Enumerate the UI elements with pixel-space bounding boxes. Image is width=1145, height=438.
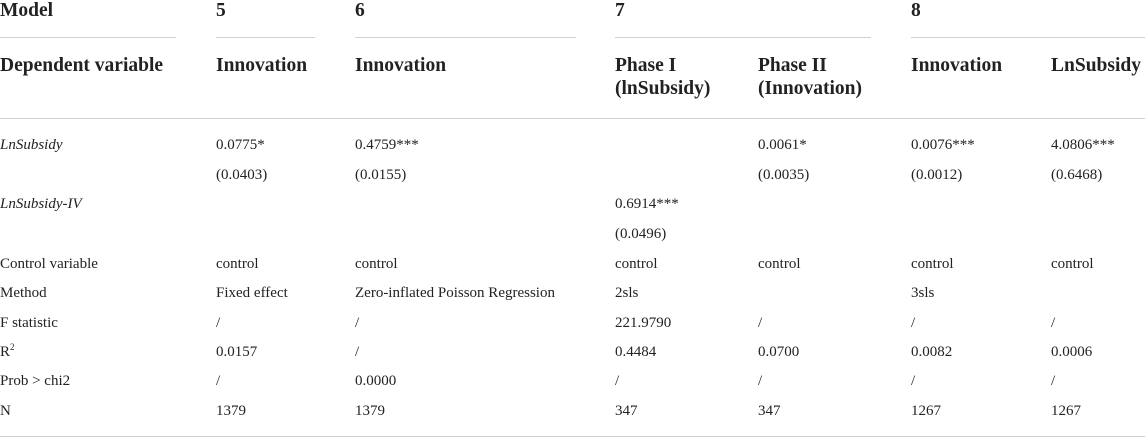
control-5: control <box>216 256 259 272</box>
lnsubsidy-se-6: (0.0155) <box>355 167 407 183</box>
r2-8a: 0.0082 <box>911 344 953 360</box>
dep-var-6: Innovation <box>355 55 447 76</box>
row-label-r2 <box>0 344 15 361</box>
prob-7a: / <box>615 373 620 389</box>
dep-var-8b: LnSubsidy <box>1051 55 1141 76</box>
method-6: Zero-inflated Poisson Regression <box>355 285 555 301</box>
control-8a: control <box>911 256 954 272</box>
lnsubsidy-se-8b: (0.6468) <box>1051 167 1103 183</box>
r2-7b: 0.0700 <box>758 344 800 360</box>
method-8: 3sls <box>911 285 935 301</box>
r2-8b: 0.0006 <box>1051 344 1093 360</box>
n-8b: 1267 <box>1051 403 1081 419</box>
header-bottom-rule <box>0 118 1145 119</box>
row-label-control: Control variable <box>0 256 98 272</box>
row-label-lnsubsidy-iv: LnSubsidy-IV <box>0 196 82 212</box>
fstat-7b: / <box>758 315 763 331</box>
fstat-8b: / <box>1051 315 1056 331</box>
prob-6: 0.0000 <box>355 373 397 389</box>
prob-8a: / <box>911 373 916 389</box>
dep-var-8a: Innovation <box>911 55 1003 76</box>
model-rule-5 <box>216 37 315 38</box>
lnsubsidy-coef-8b: 4.0806*** <box>1051 137 1115 153</box>
dep-var-5: Innovation <box>216 55 308 76</box>
lnsubsidy-se-8a: (0.0012) <box>911 167 963 183</box>
r2-5: 0.0157 <box>216 344 258 360</box>
model-rule-label <box>0 37 176 38</box>
n-7b: 347 <box>758 403 781 419</box>
model-number-6: 6 <box>355 0 365 21</box>
dep-var-7b-line2: (Innovation) <box>758 78 863 99</box>
dep-var-label: Dependent variable <box>0 55 164 76</box>
row-label-n: N <box>0 403 11 419</box>
row-label-lnsubsidy: LnSubsidy <box>0 137 63 153</box>
n-6: 1379 <box>355 403 385 419</box>
lnsubsidy-se-7b: (0.0035) <box>758 167 810 183</box>
model-rule-8 <box>911 37 1145 38</box>
control-7a: control <box>615 256 658 272</box>
model-rule-6 <box>355 37 576 38</box>
lnsubsidy-coef-6: 0.4759*** <box>355 137 419 153</box>
row-label-method: Method <box>0 285 47 301</box>
lnsubsidy-coef-5: 0.0775* <box>216 137 265 153</box>
fstat-8a: / <box>911 315 916 331</box>
fstat-7a: 221.9790 <box>615 315 672 331</box>
lnsubsidy-coef-8a: 0.0076*** <box>911 137 975 153</box>
model-number-5: 5 <box>216 0 226 21</box>
lnsubsidy-coef-7b: 0.0061* <box>758 137 807 153</box>
n-5: 1379 <box>216 403 246 419</box>
model-rule-7 <box>615 37 871 38</box>
r2-label-superscript: 2 <box>10 342 15 352</box>
method-5: Fixed effect <box>216 285 288 301</box>
lnsubsidy-iv-se-7a: (0.0496) <box>615 226 667 242</box>
r2-7a: 0.4484 <box>615 344 657 360</box>
lnsubsidy-iv-coef-7a: 0.6914*** <box>615 196 679 212</box>
prob-8b: / <box>1051 373 1056 389</box>
row-label-fstat: F statistic <box>0 315 58 331</box>
method-7: 2sls <box>615 285 639 301</box>
r2-6: / <box>355 344 360 360</box>
dep-var-7a-line2: (lnSubsidy) <box>615 78 711 99</box>
control-8b: control <box>1051 256 1094 272</box>
model-label: Model <box>0 0 54 21</box>
prob-5: / <box>216 373 221 389</box>
model-number-7: 7 <box>615 0 625 21</box>
dep-var-7b-line1: Phase II <box>758 55 827 76</box>
n-7a: 347 <box>615 403 638 419</box>
control-6: control <box>355 256 398 272</box>
model-number-8: 8 <box>911 0 921 21</box>
lnsubsidy-se-5: (0.0403) <box>216 167 268 183</box>
fstat-6: / <box>355 315 360 331</box>
table-bottom-rule <box>0 436 1145 437</box>
dep-var-7a-line1: Phase I <box>615 55 677 76</box>
r2-label-text: R <box>0 344 11 360</box>
fstat-5: / <box>216 315 221 331</box>
n-8a: 1267 <box>911 403 941 419</box>
control-7b: control <box>758 256 801 272</box>
prob-7b: / <box>758 373 763 389</box>
row-label-prob: Prob > chi2 <box>0 373 71 389</box>
